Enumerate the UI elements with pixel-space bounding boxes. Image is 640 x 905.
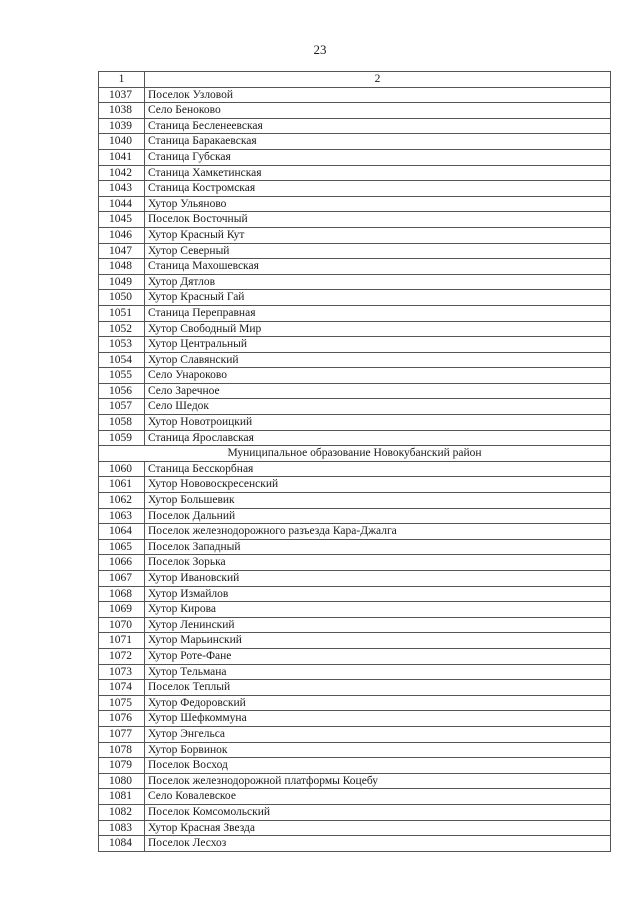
table-row bbox=[99, 399, 611, 415]
settlement-name-cell: Село Ковалевское bbox=[145, 789, 611, 805]
table-row bbox=[99, 103, 611, 119]
settlement-name-cell: Станица Хамкетинская bbox=[145, 165, 611, 181]
settlement-name-cell: Хутор Кирова bbox=[145, 602, 611, 618]
row-number-cell: 1065 bbox=[99, 539, 145, 555]
table-row bbox=[99, 539, 611, 555]
settlement-name-cell: Хутор Ленинский bbox=[145, 617, 611, 633]
header-row bbox=[99, 72, 611, 88]
table-row bbox=[99, 726, 611, 742]
row-number-cell: 1060 bbox=[99, 461, 145, 477]
row-number-cell: 1047 bbox=[99, 243, 145, 259]
table-row bbox=[99, 555, 611, 571]
row-number-cell: 1076 bbox=[99, 711, 145, 727]
settlement-name-cell: Поселок Зорька bbox=[145, 555, 611, 571]
settlement-name-cell: Поселок Дальний bbox=[145, 508, 611, 524]
row-number-cell: 1058 bbox=[99, 415, 145, 431]
table-row bbox=[99, 290, 611, 306]
row-number-cell: 1053 bbox=[99, 337, 145, 353]
table-row bbox=[99, 789, 611, 805]
settlement-name-cell: Хутор Славянский bbox=[145, 352, 611, 368]
table-row bbox=[99, 196, 611, 212]
table-row bbox=[99, 648, 611, 664]
settlement-name-cell: Станица Бесленеевская bbox=[145, 118, 611, 134]
settlement-name-cell: Хутор Красный Гай bbox=[145, 290, 611, 306]
settlement-name-cell: Село Шедок bbox=[145, 399, 611, 415]
table-row bbox=[99, 243, 611, 259]
row-number-cell: 1067 bbox=[99, 571, 145, 587]
table-row bbox=[99, 321, 611, 337]
header-cell-number: 1 bbox=[99, 72, 145, 88]
row-number-cell: 1066 bbox=[99, 555, 145, 571]
row-number-cell: 1043 bbox=[99, 181, 145, 197]
table-row bbox=[99, 337, 611, 353]
row-number-cell: 1068 bbox=[99, 586, 145, 602]
settlement-name-cell: Поселок Теплый bbox=[145, 680, 611, 696]
settlement-name-cell: Хутор Центральный bbox=[145, 337, 611, 353]
row-number-cell: 1063 bbox=[99, 508, 145, 524]
settlement-name-cell: Село Унароково bbox=[145, 368, 611, 384]
settlement-name-cell: Хутор Ульяново bbox=[145, 196, 611, 212]
row-number-cell: 1083 bbox=[99, 820, 145, 836]
table-row bbox=[99, 695, 611, 711]
settlement-name-cell: Станица Ярославская bbox=[145, 430, 611, 446]
settlement-name-cell: Хутор Красная Звезда bbox=[145, 820, 611, 836]
row-number-cell: 1078 bbox=[99, 742, 145, 758]
row-number-cell: 1059 bbox=[99, 430, 145, 446]
table-row bbox=[99, 477, 611, 493]
table-row bbox=[99, 586, 611, 602]
settlement-name-cell: Поселок Комсомольский bbox=[145, 804, 611, 820]
row-number-cell: 1075 bbox=[99, 695, 145, 711]
table-row bbox=[99, 118, 611, 134]
settlement-name-cell: Поселок Узловой bbox=[145, 87, 611, 103]
row-number-cell: 1037 bbox=[99, 87, 145, 103]
table-row bbox=[99, 149, 611, 165]
settlement-name-cell: Станица Баракаевская bbox=[145, 134, 611, 150]
settlement-name-cell: Поселок Лесхоз bbox=[145, 836, 611, 852]
settlement-name-cell: Станица Махошевская bbox=[145, 259, 611, 275]
row-number-cell: 1072 bbox=[99, 648, 145, 664]
settlement-name-cell: Хутор Федоровский bbox=[145, 695, 611, 711]
table-row bbox=[99, 259, 611, 275]
settlement-name-cell: Хутор Северный bbox=[145, 243, 611, 259]
table-body bbox=[99, 72, 611, 852]
row-number-cell: 1082 bbox=[99, 804, 145, 820]
table-row bbox=[99, 212, 611, 228]
section-title: Муниципальное образование Новокубанский район bbox=[99, 446, 611, 462]
row-number-cell: 1056 bbox=[99, 383, 145, 399]
settlement-name-cell: Село Заречное bbox=[145, 383, 611, 399]
table-row bbox=[99, 758, 611, 774]
settlement-name-cell: Хутор Ивановский bbox=[145, 571, 611, 587]
table-row bbox=[99, 602, 611, 618]
table-row bbox=[99, 524, 611, 540]
table-row bbox=[99, 383, 611, 399]
row-number-cell: 1081 bbox=[99, 789, 145, 805]
table-row bbox=[99, 368, 611, 384]
row-number-cell: 1077 bbox=[99, 726, 145, 742]
table-row bbox=[99, 711, 611, 727]
settlement-name-cell: Поселок железнодорожной платформы Коцебу bbox=[145, 773, 611, 789]
settlement-name-cell: Хутор Тельмана bbox=[145, 664, 611, 680]
table-row bbox=[99, 571, 611, 587]
settlement-name-cell: Село Беноково bbox=[145, 103, 611, 119]
row-number-cell: 1069 bbox=[99, 602, 145, 618]
settlement-name-cell: Хутор Нововоскресенский bbox=[145, 477, 611, 493]
row-number-cell: 1038 bbox=[99, 103, 145, 119]
settlement-name-cell: Хутор Борвинок bbox=[145, 742, 611, 758]
table-row bbox=[99, 134, 611, 150]
section-row bbox=[99, 446, 611, 462]
table-row bbox=[99, 352, 611, 368]
table-row bbox=[99, 742, 611, 758]
row-number-cell: 1079 bbox=[99, 758, 145, 774]
table-row bbox=[99, 305, 611, 321]
table-row bbox=[99, 415, 611, 431]
row-number-cell: 1045 bbox=[99, 212, 145, 228]
table-row bbox=[99, 836, 611, 852]
row-number-cell: 1073 bbox=[99, 664, 145, 680]
table-row bbox=[99, 617, 611, 633]
table-row bbox=[99, 430, 611, 446]
row-number-cell: 1049 bbox=[99, 274, 145, 290]
table-row bbox=[99, 274, 611, 290]
table-row bbox=[99, 633, 611, 649]
table-row bbox=[99, 493, 611, 509]
row-number-cell: 1064 bbox=[99, 524, 145, 540]
row-number-cell: 1051 bbox=[99, 305, 145, 321]
settlement-name-cell: Хутор Свободный Мир bbox=[145, 321, 611, 337]
table-row bbox=[99, 664, 611, 680]
row-number-cell: 1074 bbox=[99, 680, 145, 696]
header-cell-name: 2 bbox=[145, 72, 611, 88]
row-number-cell: 1057 bbox=[99, 399, 145, 415]
table-row bbox=[99, 165, 611, 181]
row-number-cell: 1084 bbox=[99, 836, 145, 852]
row-number-cell: 1070 bbox=[99, 617, 145, 633]
row-number-cell: 1052 bbox=[99, 321, 145, 337]
table-row bbox=[99, 87, 611, 103]
settlement-name-cell: Хутор Шефкоммуна bbox=[145, 711, 611, 727]
row-number-cell: 1054 bbox=[99, 352, 145, 368]
row-number-cell: 1062 bbox=[99, 493, 145, 509]
table-row bbox=[99, 804, 611, 820]
row-number-cell: 1039 bbox=[99, 118, 145, 134]
row-number-cell: 1071 bbox=[99, 633, 145, 649]
settlement-name-cell: Поселок железнодорожного разъезда Кара-Джалга bbox=[145, 524, 611, 540]
row-number-cell: 1048 bbox=[99, 259, 145, 275]
settlement-name-cell: Хутор Дятлов bbox=[145, 274, 611, 290]
settlement-name-cell: Поселок Восход bbox=[145, 758, 611, 774]
settlement-name-cell: Станица Костромская bbox=[145, 181, 611, 197]
row-number-cell: 1044 bbox=[99, 196, 145, 212]
page-number: 23 bbox=[313, 42, 327, 57]
settlement-name-cell: Хутор Красный Кут bbox=[145, 227, 611, 243]
settlement-name-cell: Станица Губская bbox=[145, 149, 611, 165]
settlement-name-cell: Хутор Большевик bbox=[145, 493, 611, 509]
settlement-name-cell: Станица Переправная bbox=[145, 305, 611, 321]
settlements-table bbox=[98, 71, 611, 852]
table-row bbox=[99, 773, 611, 789]
row-number-cell: 1080 bbox=[99, 773, 145, 789]
table-row bbox=[99, 508, 611, 524]
table-row bbox=[99, 820, 611, 836]
row-number-cell: 1041 bbox=[99, 149, 145, 165]
table-row bbox=[99, 227, 611, 243]
row-number-cell: 1042 bbox=[99, 165, 145, 181]
settlement-name-cell: Станица Бесскорбная bbox=[145, 461, 611, 477]
settlement-name-cell: Хутор Марьинский bbox=[145, 633, 611, 649]
settlement-name-cell: Поселок Восточный bbox=[145, 212, 611, 228]
row-number-cell: 1055 bbox=[99, 368, 145, 384]
row-number-cell: 1050 bbox=[99, 290, 145, 306]
settlement-name-cell: Поселок Западный bbox=[145, 539, 611, 555]
settlement-name-cell: Хутор Роте-Фане bbox=[145, 648, 611, 664]
table-row bbox=[99, 680, 611, 696]
table-row bbox=[99, 181, 611, 197]
settlement-name-cell: Хутор Измайлов bbox=[145, 586, 611, 602]
table-row bbox=[99, 461, 611, 477]
row-number-cell: 1061 bbox=[99, 477, 145, 493]
settlement-name-cell: Хутор Новотроицкий bbox=[145, 415, 611, 431]
row-number-cell: 1040 bbox=[99, 134, 145, 150]
row-number-cell: 1046 bbox=[99, 227, 145, 243]
settlement-name-cell: Хутор Энгельса bbox=[145, 726, 611, 742]
